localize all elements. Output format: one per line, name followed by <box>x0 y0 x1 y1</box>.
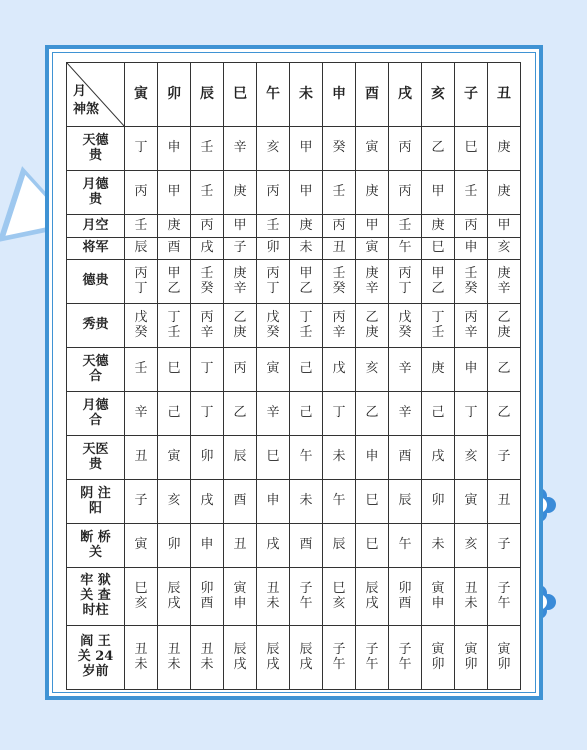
table-cell: 丙 <box>323 215 356 238</box>
table-row <box>67 127 521 171</box>
table-cell: 巳 亥 <box>125 568 158 626</box>
row-header: 天德 贵 <box>67 127 125 171</box>
table-cell: 巳 <box>422 238 455 260</box>
table-cell: 寅 <box>257 348 290 392</box>
table-row <box>67 348 521 392</box>
table-cell: 乙 <box>224 392 257 436</box>
table-cell: 卯 <box>422 480 455 524</box>
table-cell: 寅 申 <box>422 568 455 626</box>
table-cell: 戌 <box>422 436 455 480</box>
table-cell: 甲 <box>290 171 323 215</box>
table-cell: 丁 <box>455 392 488 436</box>
table-cell: 卯 酉 <box>191 568 224 626</box>
column-header: 午 <box>257 63 290 127</box>
table-cell: 甲 乙 <box>290 260 323 304</box>
table-cell: 寅 申 <box>224 568 257 626</box>
table-cell: 亥 <box>158 480 191 524</box>
table-cell: 辰 <box>323 524 356 568</box>
table-cell: 壬 癸 <box>323 260 356 304</box>
table-cell: 寅 卯 <box>455 626 488 690</box>
table-cell: 辰 <box>389 480 422 524</box>
table-cell: 未 <box>422 524 455 568</box>
column-header: 丑 <box>488 63 521 127</box>
table-cell: 辰 <box>125 238 158 260</box>
table-cell: 丙 <box>224 348 257 392</box>
corner-top-label: 月 <box>73 84 87 99</box>
corner-cell <box>67 63 125 127</box>
table-cell: 壬 <box>257 215 290 238</box>
table-row <box>67 392 521 436</box>
table-cell: 寅 <box>356 238 389 260</box>
table-cell: 子 午 <box>356 626 389 690</box>
table-cell: 辰 戌 <box>290 626 323 690</box>
table-cell: 丑 未 <box>191 626 224 690</box>
table-cell: 辛 <box>224 127 257 171</box>
table-cell: 辰 戌 <box>158 568 191 626</box>
table-cell: 酉 <box>158 238 191 260</box>
table-cell: 巳 <box>455 127 488 171</box>
table-cell: 丑 <box>323 238 356 260</box>
table-cell: 子 午 <box>323 626 356 690</box>
table-cell: 子 <box>488 436 521 480</box>
table-cell: 丑 未 <box>125 626 158 690</box>
table-cell: 戊 癸 <box>125 304 158 348</box>
table-cell: 子 午 <box>488 568 521 626</box>
header-row <box>67 63 521 127</box>
table-cell: 丁 <box>191 392 224 436</box>
table-cell: 甲 <box>356 215 389 238</box>
table-cell: 寅 <box>455 480 488 524</box>
table-cell: 丑 <box>125 436 158 480</box>
table-cell: 申 <box>455 238 488 260</box>
table-cell: 戊 癸 <box>389 304 422 348</box>
table-cell: 丁 <box>125 127 158 171</box>
table-cell: 丙 <box>125 171 158 215</box>
table-cell: 己 <box>290 392 323 436</box>
column-header: 巳 <box>224 63 257 127</box>
table-cell: 亥 <box>455 524 488 568</box>
table-cell: 午 <box>389 524 422 568</box>
row-header: 月德 贵 <box>67 171 125 215</box>
table-cell: 壬 <box>389 215 422 238</box>
table-cell: 申 <box>356 436 389 480</box>
table-cell: 乙 <box>356 392 389 436</box>
table-cell: 酉 <box>389 436 422 480</box>
row-header: 秀贵 <box>67 304 125 348</box>
table-cell: 亥 <box>257 127 290 171</box>
table-cell: 甲 <box>422 171 455 215</box>
table-cell: 庚 <box>224 171 257 215</box>
table-cell: 丙 <box>455 215 488 238</box>
table-cell: 子 <box>488 524 521 568</box>
table-cell: 庚 <box>290 215 323 238</box>
table-cell: 庚 <box>158 215 191 238</box>
table-cell: 己 <box>422 392 455 436</box>
table-cell: 乙 庚 <box>356 304 389 348</box>
table-cell: 壬 <box>125 215 158 238</box>
table-cell: 庚 <box>422 348 455 392</box>
shensha-table <box>66 62 521 690</box>
table-cell: 庚 <box>488 171 521 215</box>
table-cell: 甲 <box>158 171 191 215</box>
column-header: 戌 <box>389 63 422 127</box>
table-cell: 丙 丁 <box>389 260 422 304</box>
table-cell: 午 <box>323 480 356 524</box>
row-header: 德贵 <box>67 260 125 304</box>
table-cell: 戌 <box>191 480 224 524</box>
table-cell: 戊 癸 <box>257 304 290 348</box>
table-cell: 丁 壬 <box>290 304 323 348</box>
table-cell: 酉 <box>290 524 323 568</box>
table-cell: 丙 <box>389 127 422 171</box>
table-cell: 巳 <box>158 348 191 392</box>
table-cell: 未 <box>290 480 323 524</box>
table-cell: 丑 <box>488 480 521 524</box>
table-cell: 己 <box>290 348 323 392</box>
table-cell: 巳 <box>356 480 389 524</box>
table-cell: 申 <box>257 480 290 524</box>
table-cell: 辰 <box>224 436 257 480</box>
table-cell: 丙 <box>191 215 224 238</box>
table-row <box>67 626 521 690</box>
row-header: 将军 <box>67 238 125 260</box>
table-cell: 亥 <box>488 238 521 260</box>
table-cell: 戌 <box>257 524 290 568</box>
table-cell: 卯 <box>158 524 191 568</box>
table-cell: 乙 <box>422 127 455 171</box>
table-cell: 丙 <box>257 171 290 215</box>
table-cell: 己 <box>158 392 191 436</box>
column-header: 亥 <box>422 63 455 127</box>
table-cell: 寅 <box>356 127 389 171</box>
row-header: 月空 <box>67 215 125 238</box>
table-cell: 酉 <box>224 480 257 524</box>
table-cell: 丑 未 <box>455 568 488 626</box>
table-cell: 卯 <box>257 238 290 260</box>
row-header: 断 桥 关 <box>67 524 125 568</box>
table-cell: 寅 <box>158 436 191 480</box>
table-cell: 寅 <box>125 524 158 568</box>
corner-bottom-label: 神煞 <box>73 102 100 117</box>
table-cell: 乙 庚 <box>224 304 257 348</box>
column-header: 卯 <box>158 63 191 127</box>
row-header: 牢 狱 关 查 时柱 <box>67 568 125 626</box>
table-cell: 子 <box>224 238 257 260</box>
table-cell: 辛 <box>389 392 422 436</box>
table-cell: 庚 <box>488 127 521 171</box>
table-cell: 壬 <box>455 171 488 215</box>
table-cell: 乙 庚 <box>488 304 521 348</box>
table-cell: 辛 <box>257 392 290 436</box>
table-cell: 未 <box>290 238 323 260</box>
table-cell: 丁 壬 <box>158 304 191 348</box>
table-cell: 子 <box>125 480 158 524</box>
table-row <box>67 304 521 348</box>
table-cell: 壬 <box>125 348 158 392</box>
table-cell: 甲 乙 <box>158 260 191 304</box>
table-cell: 壬 癸 <box>191 260 224 304</box>
column-header: 酉 <box>356 63 389 127</box>
table-cell: 卯 酉 <box>389 568 422 626</box>
table-cell: 辰 戌 <box>356 568 389 626</box>
table-cell: 丙 <box>389 171 422 215</box>
column-header: 子 <box>455 63 488 127</box>
table-cell: 乙 <box>488 392 521 436</box>
table-cell: 庚 辛 <box>488 260 521 304</box>
table-cell: 巳 <box>257 436 290 480</box>
row-header: 阎 王 关 24 岁前 <box>67 626 125 690</box>
table-row <box>67 215 521 238</box>
table-cell: 丙 辛 <box>191 304 224 348</box>
table-cell: 甲 <box>224 215 257 238</box>
table-cell: 寅 卯 <box>488 626 521 690</box>
table-cell: 申 <box>158 127 191 171</box>
row-header: 阴 注 阳 <box>67 480 125 524</box>
table-cell: 壬 <box>323 171 356 215</box>
table-cell: 辛 <box>125 392 158 436</box>
table-cell: 庚 <box>356 171 389 215</box>
row-header: 月德 合 <box>67 392 125 436</box>
table-cell: 午 <box>290 436 323 480</box>
table-cell: 戌 <box>191 238 224 260</box>
column-header: 申 <box>323 63 356 127</box>
table-cell: 亥 <box>356 348 389 392</box>
table-cell: 辰 戌 <box>224 626 257 690</box>
table-cell: 壬 癸 <box>455 260 488 304</box>
table-row <box>67 524 521 568</box>
table-row <box>67 171 521 215</box>
table-cell: 壬 <box>191 127 224 171</box>
table-cell: 申 <box>191 524 224 568</box>
table-row <box>67 260 521 304</box>
table-cell: 子 午 <box>290 568 323 626</box>
table-cell: 丑 <box>224 524 257 568</box>
table-cell: 丑 未 <box>257 568 290 626</box>
table-row <box>67 480 521 524</box>
table-cell: 庚 辛 <box>356 260 389 304</box>
column-header: 辰 <box>191 63 224 127</box>
table-cell: 甲 <box>488 215 521 238</box>
table-cell: 甲 <box>290 127 323 171</box>
table-cell: 辰 戌 <box>257 626 290 690</box>
table-row <box>67 568 521 626</box>
table-cell: 亥 <box>455 436 488 480</box>
table-cell: 丑 未 <box>158 626 191 690</box>
table-cell: 丙 丁 <box>257 260 290 304</box>
table-cell: 寅 卯 <box>422 626 455 690</box>
table-cell: 庚 辛 <box>224 260 257 304</box>
table-cell: 庚 <box>422 215 455 238</box>
row-header: 天医 贵 <box>67 436 125 480</box>
table-cell: 戊 <box>323 348 356 392</box>
row-header: 天德 合 <box>67 348 125 392</box>
table-cell: 甲 乙 <box>422 260 455 304</box>
table-cell: 辛 <box>389 348 422 392</box>
table-cell: 丙 丁 <box>125 260 158 304</box>
table-cell: 未 <box>323 436 356 480</box>
column-header: 寅 <box>125 63 158 127</box>
table-cell: 丁 壬 <box>422 304 455 348</box>
table-cell: 丙 辛 <box>455 304 488 348</box>
table-cell: 壬 <box>191 171 224 215</box>
table-cell: 乙 <box>488 348 521 392</box>
table-cell: 卯 <box>191 436 224 480</box>
table-cell: 巳 亥 <box>323 568 356 626</box>
table-cell: 丁 <box>191 348 224 392</box>
table-cell: 午 <box>389 238 422 260</box>
column-header: 未 <box>290 63 323 127</box>
table-cell: 巳 <box>356 524 389 568</box>
table-row <box>67 238 521 260</box>
table-cell: 子 午 <box>389 626 422 690</box>
table-cell: 申 <box>455 348 488 392</box>
table-cell: 丙 辛 <box>323 304 356 348</box>
table-row <box>67 436 521 480</box>
table-cell: 丁 <box>323 392 356 436</box>
table-cell: 癸 <box>323 127 356 171</box>
